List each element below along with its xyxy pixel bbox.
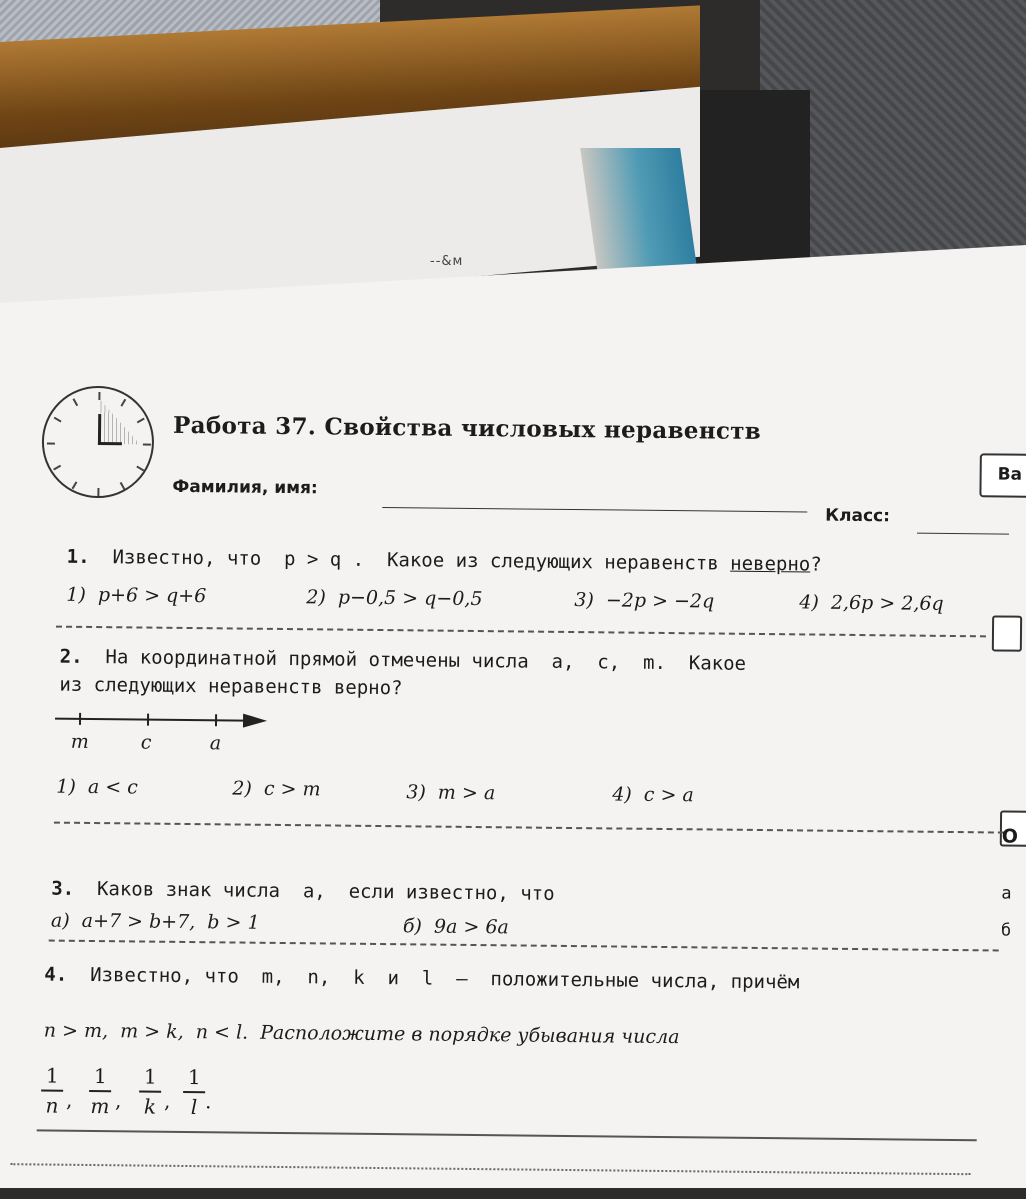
dotted-line	[10, 1163, 970, 1175]
task-1-option-2: 2) p−0,5 > q−0,5	[306, 586, 483, 611]
task-text: Известно, что p > q . Какое из следующих неравенств	[112, 546, 719, 575]
fraction-denominator: n	[45, 1093, 59, 1118]
clock-tick	[120, 482, 126, 490]
number-line	[55, 712, 270, 728]
fraction-1-over-l	[183, 1065, 206, 1119]
clock-tick	[137, 418, 145, 424]
clock-icon	[41, 385, 154, 498]
task-2-question-line1	[60, 646, 747, 675]
task-3-option-a: а) a+7 > b+7, b > 1	[50, 909, 260, 934]
task-text: Известно, что m, n, k и l — положительные числа, причём	[90, 963, 800, 994]
task-4-question-line2: n > m, m > k, n < l. Расположите в порядке убывания числа	[43, 1019, 680, 1049]
fraction-denominator: k	[143, 1094, 157, 1119]
task-2-option-4: 4) c > a	[612, 783, 694, 807]
fraction-1-over-n	[41, 1063, 64, 1117]
task-number: 4.	[44, 963, 68, 986]
clock-tick	[53, 465, 61, 471]
class-label: Класс:	[825, 505, 891, 527]
clock-tick	[97, 488, 99, 496]
bleed-through-text: --&м	[430, 254, 464, 269]
fraction-bar	[41, 1089, 63, 1091]
task-divider	[49, 940, 999, 952]
clock-minute-hand	[98, 442, 122, 445]
point-label-a: a	[209, 732, 222, 755]
fraction-numerator: 1	[187, 1065, 201, 1090]
fraction-numerator: 1	[45, 1063, 59, 1088]
fraction-bar	[183, 1091, 205, 1093]
fraction-bar	[89, 1090, 111, 1092]
clock-tick	[73, 398, 79, 406]
clock-tick	[72, 481, 78, 489]
class-field-line[interactable]	[917, 533, 1009, 535]
fraction-separator: ,	[163, 1088, 171, 1113]
worksheet	[0, 245, 1026, 1199]
task-2-option-1: 1) a < c	[56, 775, 139, 799]
page-title: Работа 37. Свойства числовых неравенств	[172, 411, 762, 445]
task-1-question	[67, 546, 822, 576]
clock-tick	[143, 444, 151, 446]
task-1-option-4: 4) 2,6p > 2,6q	[799, 591, 944, 615]
clock-tick	[98, 392, 100, 400]
fraction-denominator: l	[190, 1095, 198, 1120]
task-1-option-1: 1) p+6 > q+6	[66, 583, 207, 608]
underlined-word: неверно	[730, 552, 811, 576]
fraction-numerator: 1	[143, 1064, 157, 1089]
fraction-separator: ,	[114, 1088, 122, 1113]
task-divider	[54, 822, 1004, 834]
margin-letter: О	[1001, 825, 1019, 848]
task-3-option-b: б) 9a > 6a	[402, 915, 509, 939]
tick-c	[147, 714, 149, 726]
task-text-end: ?	[810, 553, 822, 576]
task-1-answer-box[interactable]	[992, 615, 1022, 651]
fraction-1-over-m	[89, 1064, 112, 1118]
point-label-m: m	[70, 730, 89, 753]
clock-tick	[136, 466, 144, 472]
margin-letter: а	[1001, 883, 1012, 904]
fraction-separator: ,	[65, 1087, 73, 1112]
task-4-question-line1	[44, 964, 799, 994]
task-text: На координатной прямой отмечены числа a, c, m. Какое	[105, 646, 747, 675]
arrow-right-icon	[243, 714, 267, 728]
task-divider	[37, 1129, 977, 1141]
tick-m	[79, 713, 81, 725]
clock-tick	[54, 417, 62, 423]
fraction-denominator: m	[90, 1093, 110, 1119]
clock-hour-hand	[98, 414, 101, 444]
name-label: Фамилия, имя:	[172, 476, 318, 499]
task-1-option-3: 3) −2p > −2q	[574, 589, 715, 613]
task-3-question	[51, 878, 555, 905]
margin-letter: б	[1000, 920, 1012, 941]
task-2-option-2: 2) c > m	[232, 777, 321, 801]
task-divider	[56, 626, 986, 638]
clock-shade	[100, 400, 140, 444]
fraction-bar	[139, 1091, 161, 1093]
clock-tick	[47, 443, 55, 445]
tick-a	[215, 714, 217, 726]
fraction-1-over-k	[139, 1065, 162, 1119]
task-number: 1.	[66, 545, 90, 568]
point-label-c: c	[140, 731, 152, 754]
fraction-numerator: 1	[93, 1064, 107, 1089]
task-number: 3.	[51, 877, 75, 900]
task-2-option-3: 3) m > a	[406, 781, 496, 805]
clock-tick	[120, 399, 126, 407]
name-field-line[interactable]	[382, 507, 807, 512]
task-text: Каков знак числа a, если известно, что	[96, 878, 555, 905]
task-2-question-line2: из следующих неравенств верно?	[59, 673, 403, 700]
variant-box: Ва	[979, 453, 1026, 498]
task-number: 2.	[59, 645, 83, 668]
fraction-separator: .	[204, 1089, 212, 1114]
